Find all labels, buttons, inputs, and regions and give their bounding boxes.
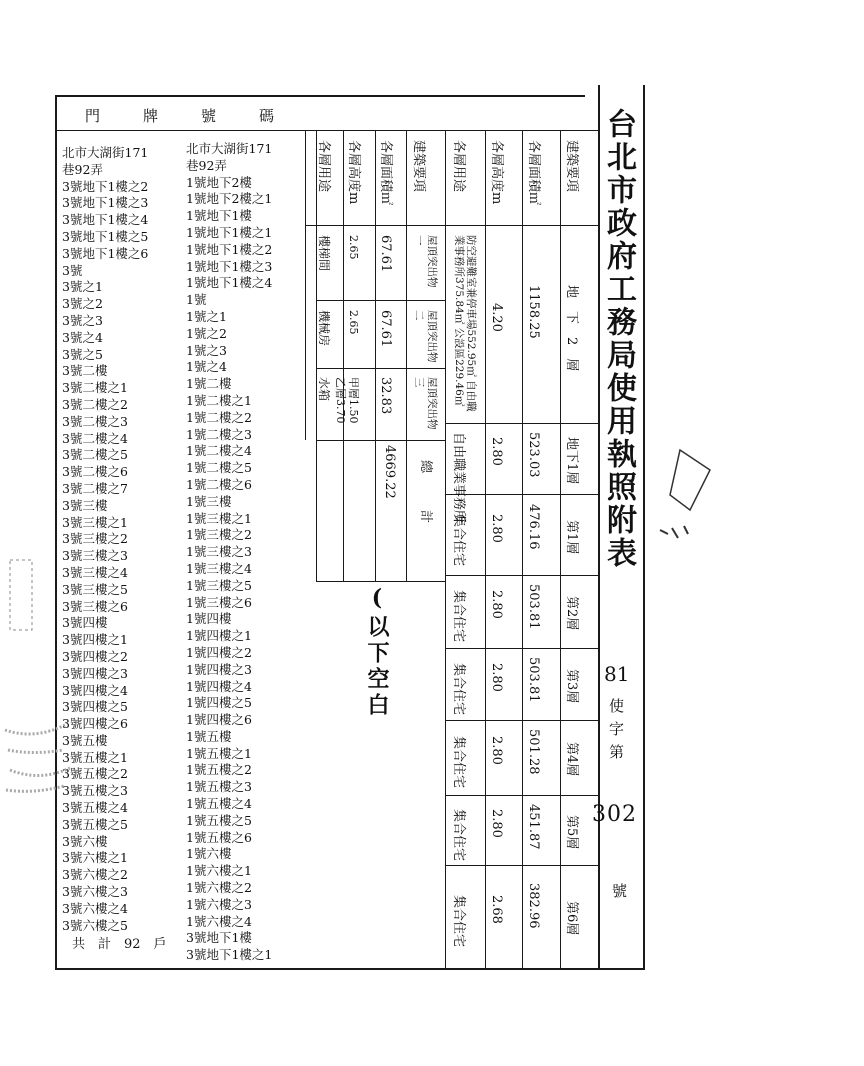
address-item: 3號二樓之3 — [62, 413, 128, 429]
address-item: 1號地下1樓之3 — [186, 258, 273, 274]
blank-note: (以下空白 — [364, 585, 390, 719]
floor-label: 第4層 — [564, 742, 579, 777]
address-item: 1號二樓之1 — [186, 392, 252, 408]
floor-label: 地下1層 — [564, 437, 579, 485]
address-item: 1號六樓之4 — [186, 913, 252, 929]
address-item: 3號之3 — [62, 312, 103, 328]
address-item: 1號四樓之6 — [186, 712, 252, 728]
table-right-border — [598, 85, 600, 970]
address-item: 1號四樓之3 — [186, 661, 252, 677]
address-item: 3號四樓之3 — [62, 665, 128, 681]
address-item: 1號三樓之2 — [186, 527, 252, 543]
header-row-divider — [305, 225, 598, 226]
frame-right — [643, 85, 645, 970]
address-item: 1號五樓之2 — [186, 762, 252, 778]
address-item: 1號二樓 — [186, 376, 232, 392]
rooftop-area: 67.61 — [378, 235, 393, 273]
address-item: 北市大湖街171 — [186, 141, 273, 156]
header-floor-area: 各層面積㎡ — [526, 140, 541, 206]
address-item: 1號二樓之4 — [186, 443, 252, 459]
address-item: 3號六樓 — [62, 833, 108, 849]
address-item: 1號三樓 — [186, 493, 232, 509]
address-item: 3號三樓 — [62, 497, 108, 513]
address-item: 1號五樓之6 — [186, 829, 252, 845]
address-item: 3號地下1樓 — [186, 930, 252, 946]
address-item: 1號地下2樓之1 — [186, 191, 273, 207]
address-item: 北市大湖街171 — [62, 145, 149, 160]
floor-area: 503.81 — [526, 584, 541, 630]
permit-suffix: 號 — [612, 882, 628, 900]
address-item: 3號二樓之4 — [62, 430, 128, 446]
floor-label: 地 下 2 層 — [564, 284, 579, 371]
rooftop-col-border-4 — [375, 130, 376, 582]
address-item: 3號二樓之2 — [62, 396, 128, 412]
address-item: 3號之1 — [62, 279, 103, 295]
address-item: 1號三樓之1 — [186, 510, 252, 526]
frame-left — [55, 95, 57, 970]
address-item: 1號地下1樓之2 — [186, 241, 273, 257]
address-item: 3號五樓之5 — [62, 816, 128, 832]
permit-year: 81 — [604, 662, 630, 686]
address-item: 3號之2 — [62, 296, 103, 312]
address-item: 3號之5 — [62, 346, 103, 362]
address-item: 1號三樓之4 — [186, 560, 252, 576]
address-item: 3號二樓之7 — [62, 480, 128, 496]
rooftop-header-height: 各層高度m — [346, 140, 361, 205]
floor-label: 第6層 — [564, 901, 579, 936]
address-item: 1號四樓之1 — [186, 628, 252, 644]
address-item: 1號之1 — [186, 308, 227, 324]
floor-use: 自由職業事務所 — [451, 432, 466, 524]
address-item: 1號之4 — [186, 359, 227, 375]
floor-height: 2.80 — [489, 437, 504, 466]
address-item: 3號三樓之5 — [62, 581, 128, 597]
address-item: 1號二樓之2 — [186, 409, 252, 425]
address-item: 3號六樓之1 — [62, 850, 128, 866]
address-item: 1號四樓之5 — [186, 695, 252, 711]
rooftop-item: 屋頂突出物三 — [413, 377, 438, 430]
address-item: 3號六樓之4 — [62, 900, 128, 916]
floor-height: 2.80 — [489, 808, 504, 838]
address-item: 1號地下1樓 — [186, 208, 252, 224]
frame-top — [55, 95, 585, 97]
floor-use: 防空避難室兼停車場552.95㎡ 自由職業事務所375.84㎡ 公設區229.46㎡ — [453, 235, 477, 412]
address-item: 3號六樓之5 — [62, 917, 128, 933]
table-top-border — [305, 130, 598, 131]
address-item: 3號地下1樓之4 — [62, 212, 149, 228]
floor-label: 第5層 — [564, 814, 579, 849]
floor-use: 集合住宅 — [451, 895, 466, 948]
floor-use: 集合住宅 — [451, 808, 466, 861]
address-item: 1號五樓之1 — [186, 745, 252, 761]
address-item: 1號之2 — [186, 325, 227, 341]
row-divider-5f — [445, 795, 598, 796]
address-item: 1號 — [186, 292, 207, 308]
address-item: 3號四樓之4 — [62, 682, 128, 698]
address-item: 3號二樓之1 — [62, 380, 128, 396]
address-item: 3號二樓之5 — [62, 447, 128, 463]
address-item: 3號四樓之1 — [62, 632, 128, 648]
floor-area: 523.03 — [526, 432, 541, 478]
rooftop-area: 67.61 — [378, 310, 393, 348]
rooftop-item: 屋頂突出物一 — [413, 235, 438, 288]
rooftop-bottom — [316, 581, 445, 582]
address-item: 3號五樓之1 — [62, 749, 128, 765]
address-item: 3號地下1樓之5 — [62, 228, 149, 244]
address-item: 3號二樓 — [62, 363, 108, 379]
header-floor-use: 各層用途 — [451, 140, 466, 193]
floor-height: 4.20 — [489, 302, 504, 332]
scan-mark-left — [0, 540, 60, 660]
row-divider-2f — [445, 575, 598, 576]
address-item: 3號三樓之1 — [62, 514, 128, 530]
rooftop-use: 機械房 — [317, 310, 331, 347]
floor-label: 第2層 — [564, 596, 579, 631]
address-item: 1號五樓之5 — [186, 812, 252, 828]
floor-area: 382.96 — [526, 883, 541, 929]
address-item: 3號 — [62, 262, 83, 278]
rooftop-height: 2.65 — [347, 310, 360, 335]
floor-label: 第3層 — [564, 668, 579, 703]
rooftop-header-area: 各層面積㎡ — [378, 140, 393, 206]
address-item: 3號三樓之4 — [62, 564, 128, 580]
rooftop-header-item: 建築要項 — [411, 140, 426, 193]
floor-use: 集合住宅 — [451, 736, 466, 789]
address-item: 3號四樓 — [62, 615, 108, 631]
address-item: 1號四樓之2 — [186, 644, 252, 660]
address-item: 3號四樓之6 — [62, 716, 128, 732]
row-divider-3f — [445, 648, 598, 649]
address-item: 3號四樓之5 — [62, 699, 128, 715]
address-item: 1號三樓之3 — [186, 544, 252, 560]
address-item: 1號五樓之4 — [186, 796, 252, 812]
rooftop-height: 甲層1.50 乙層3.70 — [334, 377, 360, 424]
rooftop-height: 2.65 — [347, 235, 360, 260]
rooftop-item: 屋頂突出物二 — [413, 310, 438, 363]
address-item: 1號六樓之3 — [186, 896, 252, 912]
floor-area: 476.16 — [526, 504, 541, 550]
header-building-item: 建築要項 — [564, 140, 579, 193]
floor-height: 2.80 — [489, 513, 504, 543]
floor-use: 集合住宅 — [451, 590, 466, 643]
floor-height: 2.68 — [489, 895, 504, 924]
floor-label: 第1層 — [564, 519, 579, 554]
address-item: 巷92弄 — [186, 157, 227, 173]
address-item: 3號五樓之4 — [62, 800, 128, 816]
scan-mark-right — [650, 440, 730, 560]
floor-area: 503.81 — [526, 657, 541, 703]
address-header-divider — [55, 130, 305, 131]
address-item: 1號六樓 — [186, 846, 232, 862]
address-item: 1號三樓之5 — [186, 577, 252, 593]
address-item: 3號地下1樓之6 — [62, 245, 149, 261]
address-item: 1號地下1樓之4 — [186, 275, 273, 291]
address-item: 3號三樓之3 — [62, 548, 128, 564]
floor-height: 2.80 — [489, 590, 504, 619]
address-item: 3號三樓之2 — [62, 531, 128, 547]
address-item: 3號二樓之6 — [62, 464, 128, 480]
col-divider-area-label — [560, 130, 561, 968]
scan-smudge — [0, 700, 80, 820]
col-divider-height-area — [522, 130, 523, 968]
address-item: 3號五樓 — [62, 732, 108, 748]
header-floor-height: 各層高度m — [489, 140, 504, 205]
address-item: 1號三樓之6 — [186, 594, 252, 610]
rooftop-row-2 — [316, 368, 445, 369]
address-item: 3號六樓之3 — [62, 884, 128, 900]
address-item: 3號之4 — [62, 329, 103, 345]
rooftop-use: 水箱 — [317, 377, 331, 402]
rooftop-row-1 — [316, 300, 445, 301]
floor-area: 451.87 — [526, 804, 541, 850]
address-item: 1號四樓 — [186, 611, 232, 627]
floor-height: 2.80 — [489, 736, 504, 765]
rooftop-total-label: 總 計 — [418, 460, 433, 536]
document-title: 台北市政府工務局使用執照附表 — [601, 108, 636, 570]
address-total: 共 計 92 戶 — [72, 937, 167, 952]
rooftop-col-border-5 — [406, 130, 407, 582]
address-item: 1號五樓 — [186, 728, 232, 744]
rooftop-header-use: 各層用途 — [316, 140, 331, 193]
address-item: 1號六樓之2 — [186, 880, 252, 896]
table-left-border — [445, 130, 446, 968]
permit-word: 使字第 — [607, 698, 625, 767]
floor-area: 1158.25 — [526, 284, 541, 339]
address-item: 1號地下1樓之1 — [186, 224, 273, 240]
address-item: 3號地下1樓之1 — [186, 947, 273, 963]
address-item: 3號三樓之6 — [62, 598, 128, 614]
address-item: 3號六樓之2 — [62, 867, 128, 883]
address-item: 1號二樓之3 — [186, 426, 252, 442]
address-item: 1號四樓之4 — [186, 678, 252, 694]
row-divider-1f — [445, 494, 598, 495]
address-item: 3號四樓之2 — [62, 648, 128, 664]
address-item: 3號五樓之3 — [62, 783, 128, 799]
floor-use: 集合住宅 — [451, 662, 466, 715]
address-item: 1號五樓之3 — [186, 779, 252, 795]
address-item: 3號五樓之2 — [62, 766, 128, 782]
rooftop-col-border-1 — [305, 130, 306, 440]
col-divider-use-height — [485, 130, 486, 968]
address-list-column-2 — [186, 141, 272, 964]
address-item: 3號地下1樓之2 — [62, 178, 149, 194]
permit-number: 302 — [592, 802, 637, 827]
floor-area: 501.28 — [526, 729, 541, 775]
floor-height: 2.80 — [489, 662, 504, 692]
address-item: 1號二樓之6 — [186, 476, 252, 492]
rooftop-use: 樓梯間 — [317, 235, 331, 272]
address-item: 1號二樓之5 — [186, 460, 252, 476]
rooftop-area: 32.83 — [378, 377, 393, 415]
address-item: 巷92弄 — [62, 161, 103, 177]
row-divider-6f — [445, 865, 598, 866]
row-divider-b1 — [445, 423, 598, 424]
address-item: 1號六樓之1 — [186, 863, 252, 879]
rooftop-col-border-3 — [343, 130, 344, 582]
address-item: 1號地下2樓 — [186, 174, 252, 190]
rooftop-total-area: 4669.22 — [382, 445, 397, 499]
row-divider-4f — [445, 720, 598, 721]
frame-bottom — [55, 968, 645, 970]
floor-use: 集合住宅 — [451, 513, 466, 566]
address-item: 3號地下1樓之3 — [62, 195, 149, 211]
address-header: 門 牌 號 碼 — [85, 107, 289, 125]
address-item: 1號之3 — [186, 342, 227, 358]
rooftop-row-3 — [316, 440, 445, 441]
